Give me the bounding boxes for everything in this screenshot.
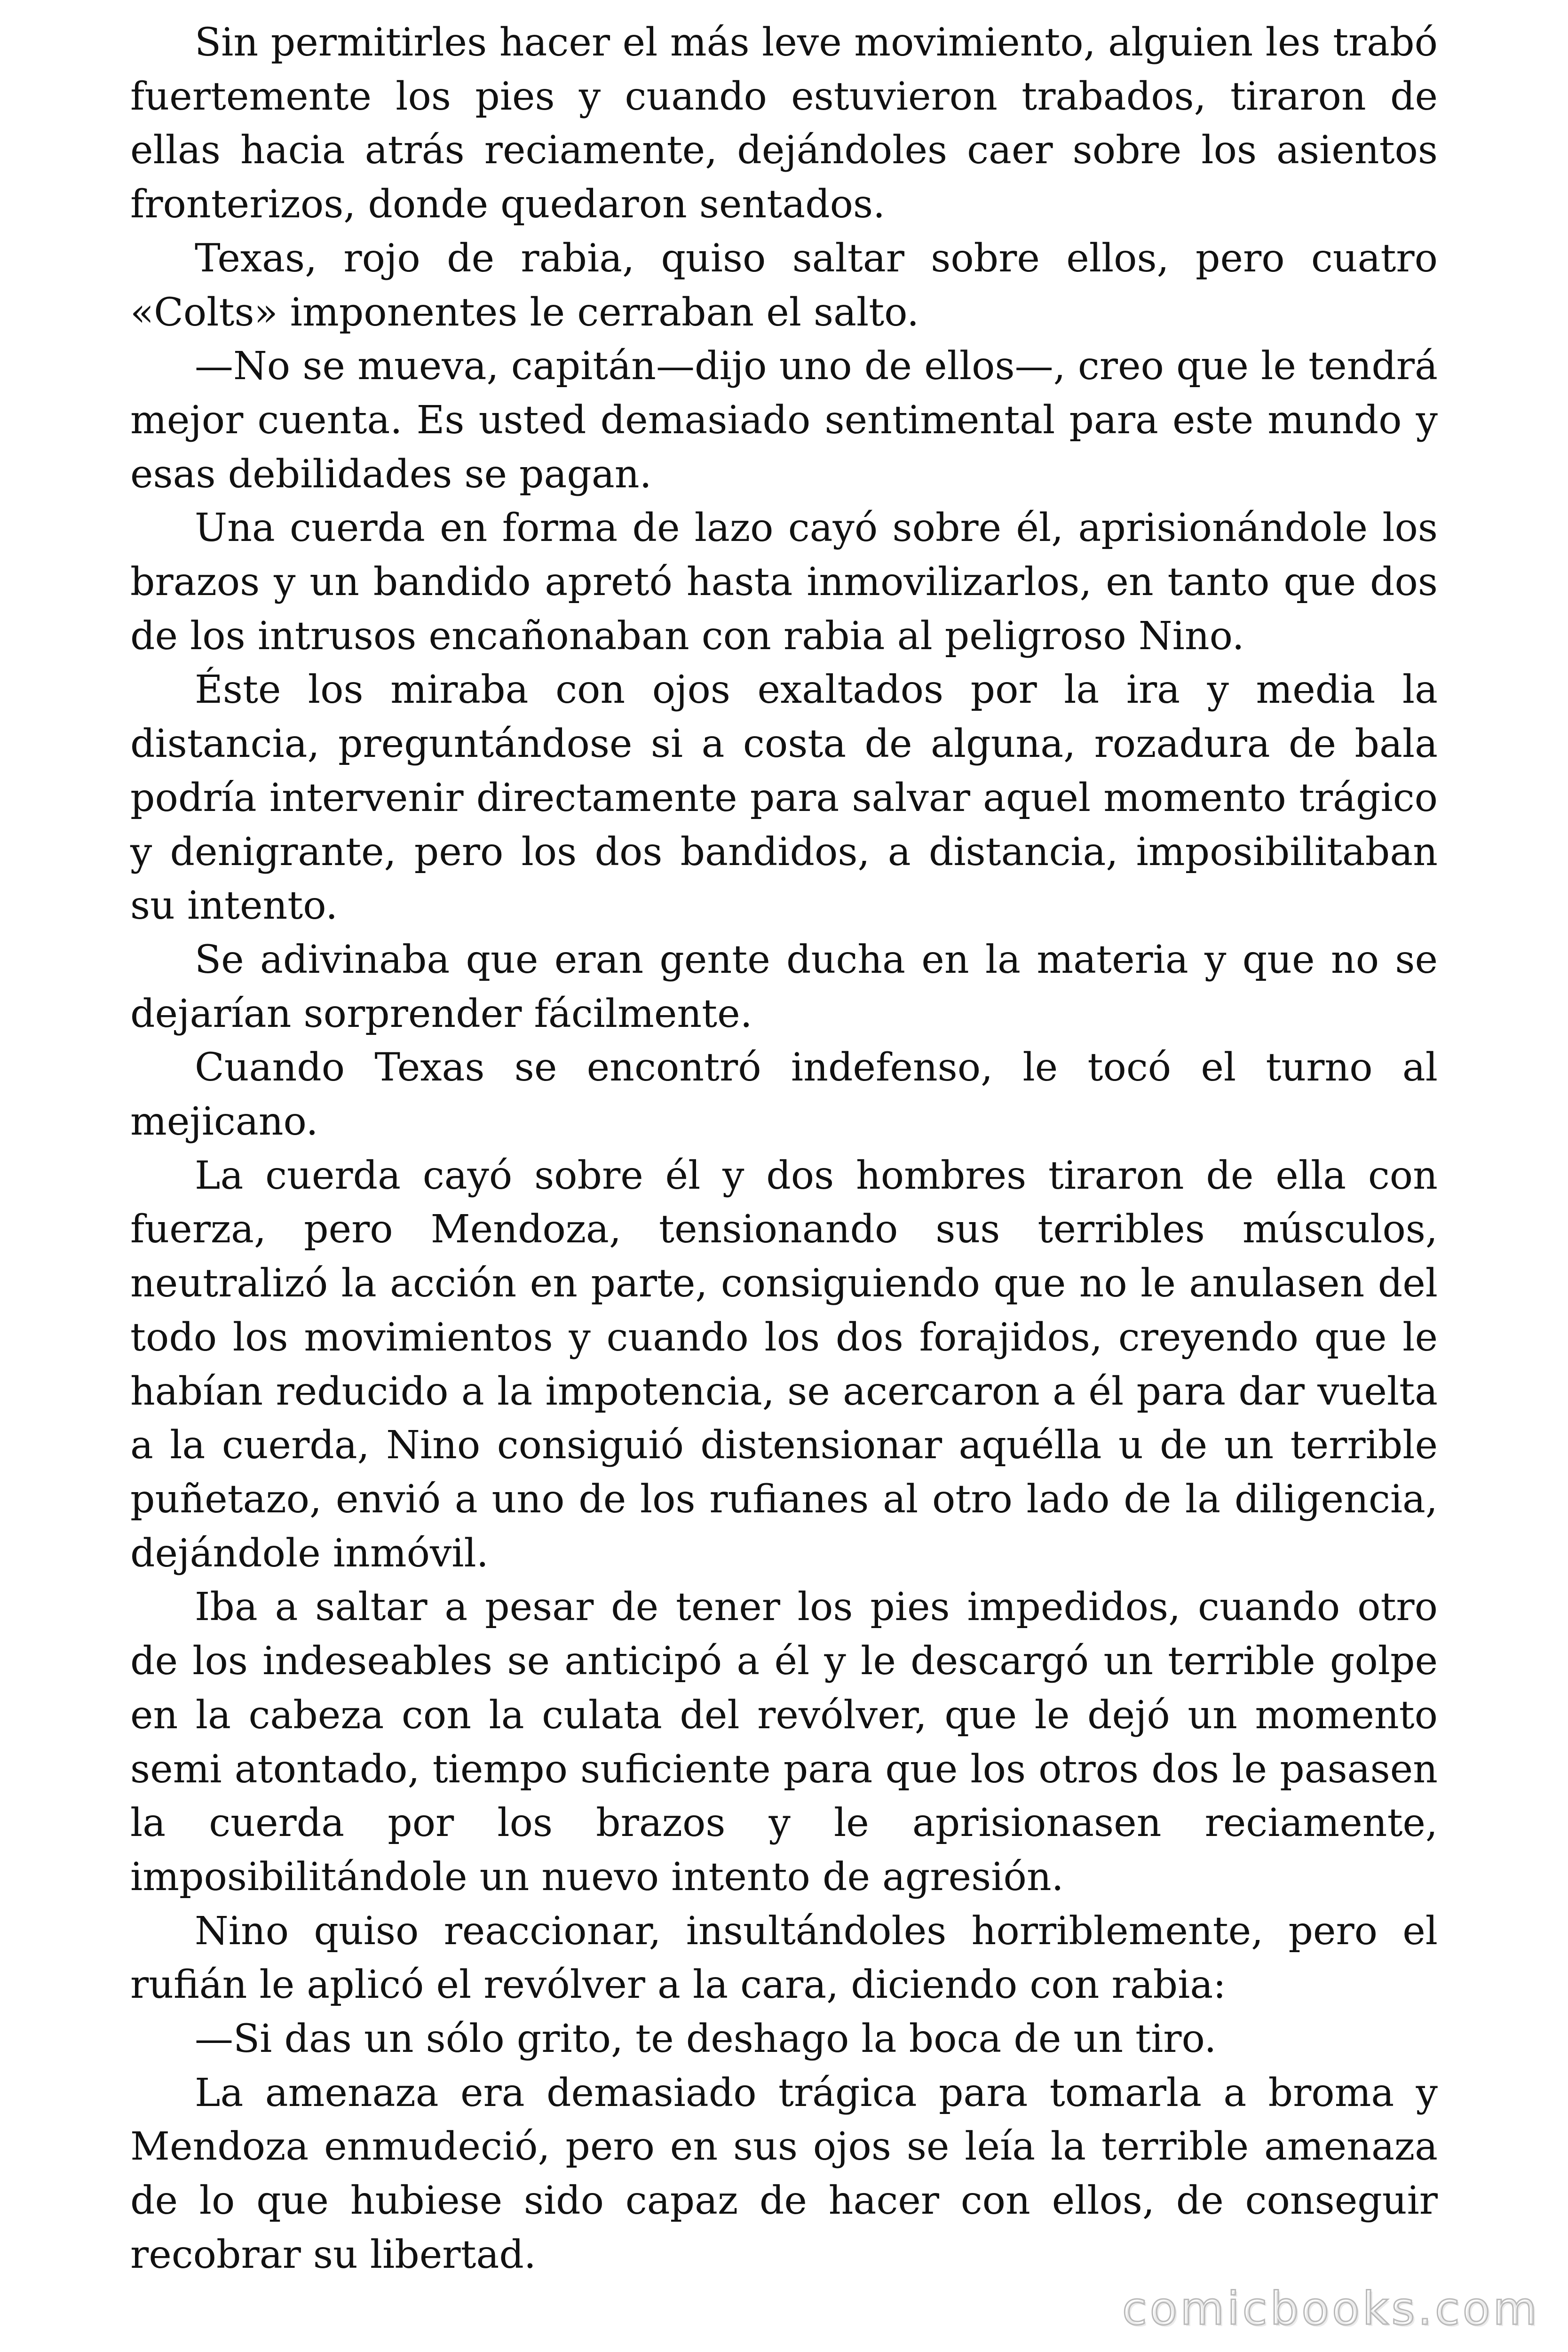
paragraph: Éste los miraba con ojos exaltados por la ira y media la distancia, preguntándose si a costa de alguna, rozadura de bala podría intervenir directamente para salvar aquel momento trágico y denigrante, pero los dos bandidos, a distancia, imposibilitaban su intento.	[130, 667, 1438, 929]
paragraph: Cuando Texas se encontró indefenso, le tocó el turno al mejicano.	[130, 1045, 1438, 1144]
paragraph: Iba a saltar a pesar de tener los pies impedidos, cuando otro de los indeseables se anticipó a él y le descargó un terrible golpe en la cabeza con la culata del revólver, que le dejó un momento semi atontado, tiempo suficiente para que los otros dos le pasasen la cuerda por los brazos y le aprisionasen reciamente, imposibilitándole un nuevo intento de agresión.	[130, 1585, 1438, 1899]
paragraph: La cuerda cayó sobre él y dos hombres tiraron de ella con fuerza, pero Mendoza, tensionando sus terribles músculos, neutralizó la acción en parte, consiguiendo que no le anulasen del todo los movimientos y cuando los dos forajidos, creyendo que le habían reducido a la impotencia, se acercaron a él para dar vuelta a la cuerda, Nino consiguió distensionar aquélla u de un terrible puñetazo, envió a uno de los rufianes al otro lado de la diligencia, dejándole inmóvil.	[130, 1153, 1438, 1576]
paragraph: Texas, rojo de rabia, quiso saltar sobre ellos, pero cuatro «Colts» imponentes le cerraban el salto.	[130, 236, 1438, 335]
watermark: comicbooks.com	[1122, 2282, 1540, 2335]
paragraph: Nino quiso reaccionar, insultándoles horriblemente, pero el rufián le aplicó el revólver a la cara, diciendo con rabia:	[130, 1908, 1438, 2008]
paragraph: Sin permitirles hacer el más leve movimiento, alguien les trabó fuertemente los pies y cuando estuvieron trabados, tiraron de ellas hacia atrás reciamente, dejándoles caer sobre los asientos fronterizos, donde quedaron sentados.	[130, 20, 1438, 227]
paragraph: Una cuerda en forma de lazo cayó sobre él, aprisionándole los brazos y un bandido apretó hasta inmovilizarlos, en tanto que dos de los intrusos encañonaban con rabia al peligroso Nino.	[130, 506, 1438, 659]
paragraph: La amenaza era demasiado trágica para tomarla a broma y Mendoza enmudeció, pero en sus ojos se leía la terrible amenaza de lo que hubiese sido capaz de hacer con ellos, de conseguir recobrar su libertad.	[130, 2070, 1438, 2277]
paragraph: Se adivinaba que eran gente ducha en la materia y que no se dejarían sorprender fácilmente.	[130, 937, 1438, 1036]
page-body-text	[130, 16, 1438, 2282]
paragraph: —No se mueva, capitán—dijo uno de ellos—, creo que le tendrá mejor cuenta. Es usted demasiado sentimental para este mundo y esas debilidades se pagan.	[130, 344, 1438, 497]
paragraph: —Si das un sólo grito, te deshago la boca de un tiro.	[195, 2017, 1217, 2062]
